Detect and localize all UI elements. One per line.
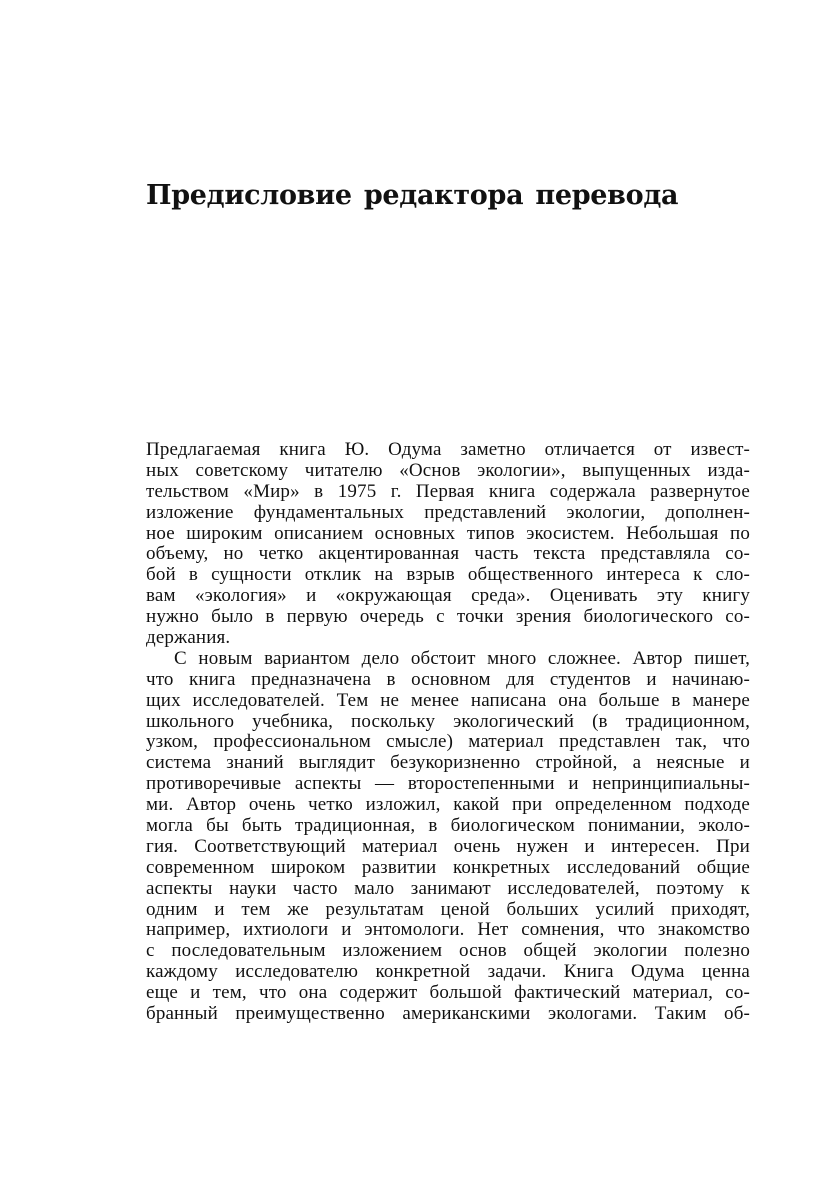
body-text xyxy=(146,440,750,1025)
text-line: нужно было в первую очередь с точки зрения биологического со- xyxy=(146,606,750,628)
text-line: узком, профессиональном смысле) материал представлен так, что xyxy=(146,731,750,753)
text-line: тельством «Мир» в 1975 г. Первая книга содержала развернутое xyxy=(146,480,750,502)
text-line: вам «экология» и «окружающая среда». Оценивать эту книгу xyxy=(146,585,750,607)
text-line: держания. xyxy=(146,627,231,649)
text-line: система знаний выглядит безукоризненно стройной, а неясные и xyxy=(146,752,750,774)
paragraph xyxy=(146,649,750,1025)
text-line: бранный преимущественно американскими экологами. Таким об- xyxy=(146,1003,750,1025)
page-title: Предисловие редактора перевода xyxy=(146,180,679,211)
paragraph xyxy=(146,440,750,649)
text-line: школьного учебника, поскольку экологический (в традиционном, xyxy=(146,710,750,732)
text-line: современном широком развитии конкретных исследований общие xyxy=(146,856,750,878)
text-line: с последовательным изложением основ общей экологии полезно xyxy=(146,940,750,962)
text-line: Предлагаемая книга Ю. Одума заметно отличается от извест- xyxy=(146,439,750,460)
text-line: ных советскому читателю «Основ экологии», выпущенных изда- xyxy=(146,459,750,481)
text-line: объему, но четко акцентированная часть текста представляла со- xyxy=(146,543,750,565)
text-line: ми. Автор очень четко изложил, какой при определенном подходе xyxy=(146,794,750,816)
text-line: С новым вариантом дело обстоит много сложнее. Автор пишет, xyxy=(174,647,750,669)
text-line: щих исследователей. Тем не менее написана она больше в манере xyxy=(146,689,750,711)
text-line: например, ихтиологи и энтомологи. Нет сомнения, что знакомство xyxy=(146,919,750,941)
text-line: ное широким описанием основных типов экосистем. Небольшая по xyxy=(146,522,750,544)
text-line: противоречивые аспекты — второстепенными и непринципиальны- xyxy=(146,773,750,795)
text-line: что книга предназначена в основном для студентов и начинаю- xyxy=(146,668,750,690)
text-line: гия. Соответствующий материал очень нужен и интересен. При xyxy=(146,835,750,857)
text-line: изложение фундаментальных представлений экологии, дополнен- xyxy=(146,501,750,523)
text-line: могла бы быть традиционная, в биологическом понимании, эколо- xyxy=(146,815,750,837)
text-line: одним и тем же результатам ценой больших усилий приходят, xyxy=(146,898,750,920)
text-line: бой в сущности отклик на взрыв общественного интереса к сло- xyxy=(146,564,750,586)
text-line: еще и тем, что она содержит большой фактический материал, со- xyxy=(146,982,750,1004)
text-line: аспекты науки часто мало занимают исследователей, поэтому к xyxy=(146,877,750,899)
text-line: каждому исследователю конкретной задачи. Книга Одума ценна xyxy=(146,961,750,983)
